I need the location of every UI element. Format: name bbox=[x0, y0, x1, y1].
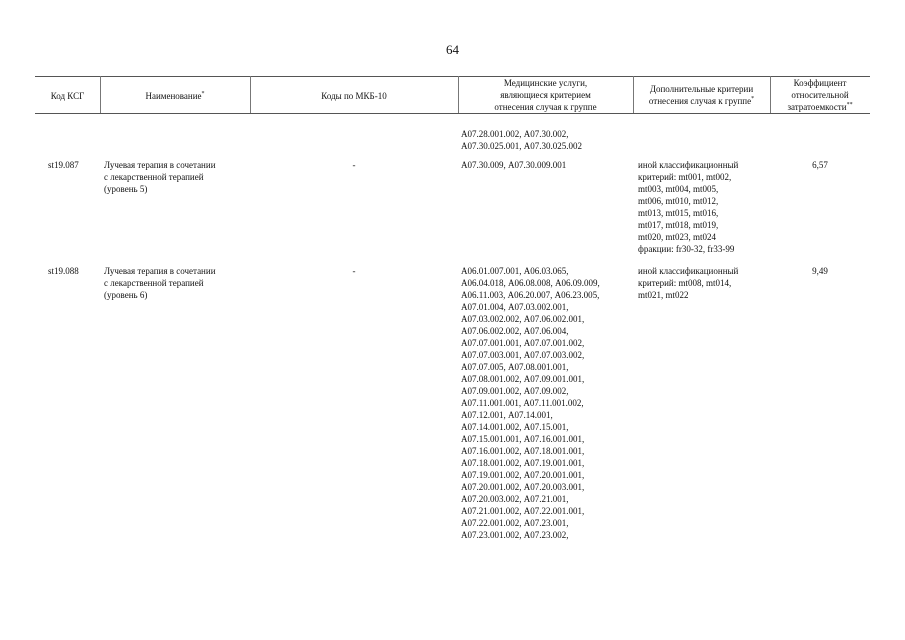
header-criteria bbox=[633, 83, 770, 107]
services-line: А07.22.001.002, А07.23.001, bbox=[461, 518, 569, 528]
services-line: А07.30.009, А07.30.009.001 bbox=[461, 160, 567, 170]
row-mkb: - bbox=[352, 266, 356, 276]
header-services bbox=[458, 77, 633, 113]
name-line: с лекарственной терапией bbox=[104, 278, 204, 288]
row-coef: 6,57 bbox=[812, 160, 828, 170]
name-line: (уровень 5) bbox=[104, 184, 148, 194]
header-criteria-line-text: отнесения случая к группе bbox=[648, 96, 752, 106]
criteria-line: иной классификационный bbox=[638, 160, 739, 170]
services-line: А07.23.001.002, А07.23.002, bbox=[461, 530, 569, 540]
header-mkb: Коды по МКБ-10 bbox=[321, 91, 387, 101]
services-line: А07.07.003.001, А07.07.003.002, bbox=[461, 350, 585, 360]
header-coef-line: Коэффициент bbox=[793, 78, 847, 88]
header-name bbox=[100, 90, 250, 102]
row-code: st19.087 bbox=[48, 160, 79, 170]
name-line: Лучевая терапия в сочетании bbox=[104, 160, 216, 170]
row-services bbox=[461, 265, 600, 541]
criteria-line: mt020, mt023, mt024 bbox=[638, 232, 717, 242]
page-number: 64 bbox=[446, 42, 459, 57]
services-line: А07.14.001.002, А07.15.001, bbox=[461, 422, 569, 432]
criteria-line: критерий: mt001, mt002, bbox=[638, 172, 732, 182]
services-line: А07.30.025.001, А07.30.025.002 bbox=[461, 141, 582, 151]
services-line: А07.06.002.002, А07.06.004, bbox=[461, 326, 569, 336]
services-line: А06.01.007.001, А06.03.065, bbox=[461, 266, 569, 276]
header-coef bbox=[770, 77, 870, 113]
table-top-rule bbox=[35, 76, 870, 77]
header-criteria-mark: * bbox=[751, 96, 755, 102]
services-line: А07.20.003.002, А07.21.001, bbox=[461, 494, 569, 504]
name-line: с лекарственной терапией bbox=[104, 172, 204, 182]
table-header-bottom-rule bbox=[35, 113, 870, 114]
services-line: А07.16.001.002, А07.18.001.001, bbox=[461, 446, 585, 456]
header-criteria-line: Дополнительные критерии bbox=[649, 84, 754, 94]
row-coef: 9,49 bbox=[812, 266, 828, 276]
name-line: Лучевая терапия в сочетании bbox=[104, 266, 216, 276]
services-line: А07.21.001.002, А07.22.001.001, bbox=[461, 506, 585, 516]
row-mkb: - bbox=[352, 160, 356, 170]
criteria-line: mt013, mt015, mt016, bbox=[638, 208, 719, 218]
header-coef-line-text: затратоемкости bbox=[787, 102, 847, 112]
header-name-mark: * bbox=[201, 91, 205, 97]
row-criteria bbox=[638, 159, 738, 255]
row-name bbox=[104, 265, 216, 301]
header-coef-mark: ** bbox=[846, 102, 853, 108]
header-coef-line-3 bbox=[770, 101, 870, 113]
services-line: А07.09.001.002, А07.09.002, bbox=[461, 386, 569, 396]
services-line: А07.01.004, А07.03.002.001, bbox=[461, 302, 569, 312]
criteria-line: критерий: mt008, mt014, bbox=[638, 278, 732, 288]
services-line: А07.15.001.001, А07.16.001.001, bbox=[461, 434, 585, 444]
services-line: А07.07.001.001, А07.07.001.002, bbox=[461, 338, 585, 348]
criteria-line: фракции: fr30-32, fr33-99 bbox=[638, 244, 735, 254]
header-services-line: являющиеся критерием bbox=[500, 90, 591, 100]
services-line: А07.18.001.002, А07.19.001.001, bbox=[461, 458, 585, 468]
services-line: А07.03.002.002, А07.06.002.001, bbox=[461, 314, 585, 324]
services-line: А07.20.001.002, А07.20.003.001, bbox=[461, 482, 585, 492]
services-line: А06.11.003, А06.20.007, А06.23.005, bbox=[461, 290, 600, 300]
services-line: А07.08.001.002, А07.09.001.001, bbox=[461, 374, 585, 384]
services-line: А07.28.001.002, А07.30.002, bbox=[461, 129, 569, 139]
services-line: А06.04.018, А06.08.008, А06.09.009, bbox=[461, 278, 600, 288]
criteria-line: mt003, mt004, mt005, bbox=[638, 184, 719, 194]
header-services-line: отнесения случая к группе bbox=[494, 102, 597, 112]
services-line: А07.11.001.001, А07.11.001.002, bbox=[461, 398, 584, 408]
row-criteria bbox=[638, 265, 738, 301]
row-name bbox=[104, 159, 216, 195]
criteria-line: mt006, mt010, mt012, bbox=[638, 196, 719, 206]
criteria-line: mt021, mt022 bbox=[638, 290, 689, 300]
criteria-line: иной классификационный bbox=[638, 266, 739, 276]
row-services bbox=[461, 159, 566, 171]
services-line: А07.12.001, А07.14.001, bbox=[461, 410, 553, 420]
name-line: (уровень 6) bbox=[104, 290, 148, 300]
services-line: А07.07.005, А07.08.001.001, bbox=[461, 362, 569, 372]
header-criteria-line-2 bbox=[633, 95, 770, 107]
row-code: st19.088 bbox=[48, 266, 79, 276]
criteria-line: mt017, mt018, mt019, bbox=[638, 220, 719, 230]
services-line: А07.19.001.002, А07.20.001.001, bbox=[461, 470, 585, 480]
header-code: Код КСГ bbox=[50, 91, 85, 101]
header-services-line: Медицинские услуги, bbox=[503, 78, 588, 88]
continuation-services bbox=[461, 128, 582, 152]
header-coef-line: относительной bbox=[791, 90, 849, 100]
header-name-text: Наименование bbox=[145, 91, 202, 101]
